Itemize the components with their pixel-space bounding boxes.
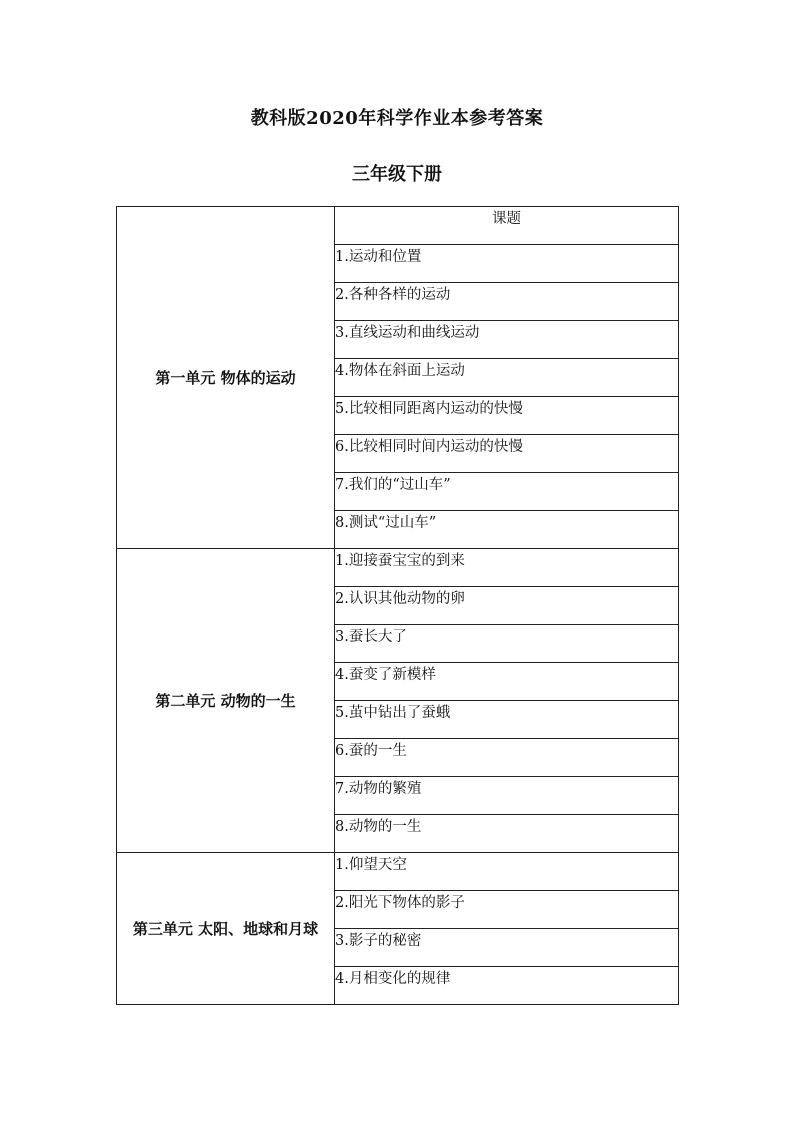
unit-cell: 第一单元 物体的运动 xyxy=(117,207,335,549)
lesson-cell: 2.认识其他动物的卵 xyxy=(335,587,679,625)
table-header-cell: 课题 xyxy=(335,207,679,245)
lesson-cell: 7.我们的“过山车” xyxy=(335,473,679,511)
lesson-cell: 8.测试“过山车” xyxy=(335,511,679,549)
lesson-cell: 2.阳光下物体的影子 xyxy=(335,891,679,929)
lesson-cell: 3.影子的秘密 xyxy=(335,929,679,967)
document-subtitle: 三年级下册 xyxy=(352,164,442,185)
lesson-table xyxy=(116,206,679,1005)
lesson-cell: 7.动物的繁殖 xyxy=(335,777,679,815)
lesson-cell: 2.各种各样的运动 xyxy=(335,283,679,321)
lesson-cell: 5.茧中钻出了蚕蛾 xyxy=(335,701,679,739)
lesson-cell: 3.蚕长大了 xyxy=(335,625,679,663)
lesson-cell: 1.迎接蚕宝宝的到来 xyxy=(335,549,679,587)
document-title: 教科版2020年科学作业本参考答案 xyxy=(250,108,544,129)
lesson-cell: 1.仰望天空 xyxy=(335,853,679,891)
unit-cell: 第二单元 动物的一生 xyxy=(117,549,335,853)
lesson-cell: 4.蚕变了新模样 xyxy=(335,663,679,701)
table-row xyxy=(117,853,679,891)
lesson-cell: 6.比较相同时间内运动的快慢 xyxy=(335,435,679,473)
lesson-cell: 6.蚕的一生 xyxy=(335,739,679,777)
lesson-cell: 3.直线运动和曲线运动 xyxy=(335,321,679,359)
unit-cell: 第三单元 太阳、地球和月球 xyxy=(117,853,335,1005)
lesson-cell: 5.比较相同距离内运动的快慢 xyxy=(335,397,679,435)
table-row xyxy=(117,549,679,587)
table-row xyxy=(117,207,679,245)
lesson-cell: 1.运动和位置 xyxy=(335,245,679,283)
lesson-cell: 4.月相变化的规律 xyxy=(335,967,679,1005)
lesson-cell: 4.物体在斜面上运动 xyxy=(335,359,679,397)
lesson-cell: 8.动物的一生 xyxy=(335,815,679,853)
